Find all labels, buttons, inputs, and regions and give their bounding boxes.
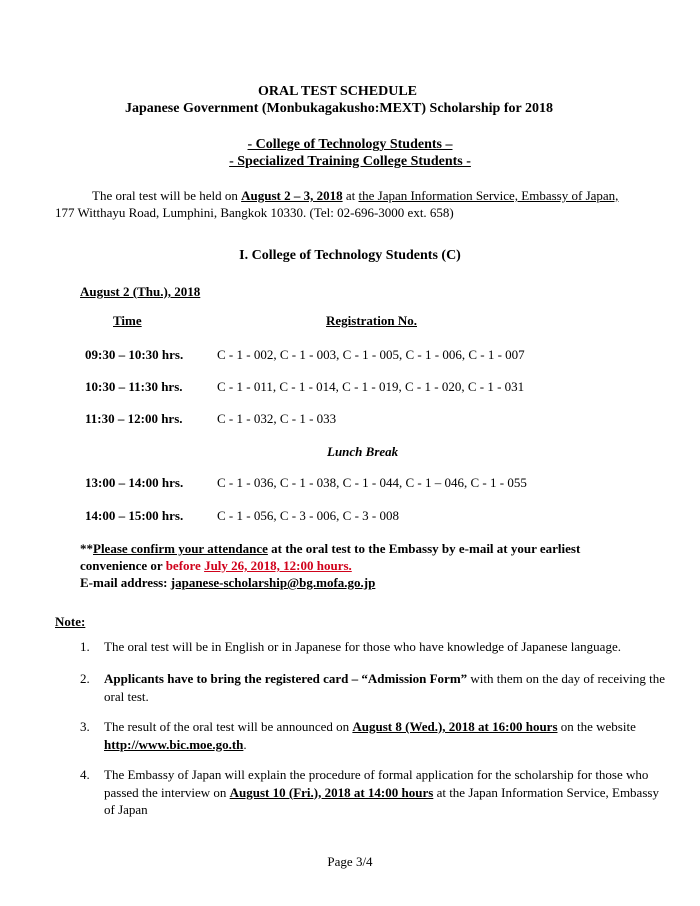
email-label: E-mail address: (80, 575, 171, 590)
note-number: 2. (80, 671, 90, 686)
note-item (80, 638, 670, 656)
schedule-row-time: 10:30 – 11:30 hrs. (85, 379, 183, 394)
note-text (104, 718, 670, 753)
confirm-stars: ** (80, 541, 93, 556)
note-text: The oral test will be in English or in Japanese for those who have knowledge of Japanese language. (104, 639, 621, 654)
note-4-text-b: at the Japan Information Service, Embassy of Japan (104, 784, 659, 818)
note-text (104, 670, 670, 705)
document-title: ORAL TEST SCHEDULE (258, 84, 417, 99)
note-item (80, 766, 670, 819)
schedule-row-registration: C - 1 - 002, C - 1 - 003, C - 1 - 005, C - 1 - 006, C - 1 - 007 (217, 347, 525, 362)
document-subtitle: Japanese Government (Monbukagakusho:MEXT) Scholarship for 2018 (125, 101, 553, 116)
schedule-row-registration: C - 1 - 011, C - 1 - 014, C - 1 - 019, C - 1 - 020, C - 1 - 031 (217, 379, 525, 394)
schedule-row-time: 14:00 – 15:00 hrs. (85, 508, 184, 523)
confirm-line-2 (80, 557, 352, 575)
schedule-row-registration: C - 1 - 032, C - 1 - 033 (217, 411, 337, 426)
confirm-attendance-text: Please confirm your attendance (93, 541, 268, 556)
note-2-rest: with them on the day of receiving the oral test. (104, 671, 665, 704)
schedule-row-time: 13:00 – 14:00 hrs. (85, 475, 184, 490)
notes-heading: Note: (55, 614, 86, 629)
confirm-rest: at the oral test to the Embassy by e-mail at your earliest (267, 541, 581, 556)
note-number: 3. (80, 719, 90, 734)
email-link[interactable]: japanese-scholarship@bg.mofa.go.jp (170, 575, 376, 590)
page-number: Page 3/4 (327, 854, 373, 869)
note-item (80, 718, 670, 753)
intro-text-at: at (342, 188, 359, 203)
note-4-date: August 10 (Fri.), 2018 at 14:00 hours (229, 784, 434, 800)
confirm-line-1 (80, 540, 580, 558)
deadline-date: July 26, 2018, 12:00 hours. (204, 558, 352, 573)
deadline-prefix: before (165, 558, 205, 573)
note-3-period: . (243, 736, 247, 752)
note-3-text: The result of the oral test will be announced on (104, 719, 353, 734)
schedule-row-registration: C - 1 - 056, C - 3 - 006, C - 3 - 008 (217, 508, 399, 523)
column-header-registration: Registration No. (326, 313, 417, 328)
note-4-text: The Embassy of Japan will explain the procedure of formal application for the scholarship for those who passed the interview on (104, 767, 649, 800)
intro-text: The oral test will be held on (92, 188, 242, 203)
schedule-row-time: 09:30 – 10:30 hrs. (85, 347, 184, 362)
intro-date: August 2 – 3, 2018 (241, 188, 343, 203)
note-2-bold: Applicants have to bring the registered card – “Admission Form” (104, 671, 468, 686)
website-link[interactable]: http://www.bic.moe.go.th (104, 736, 244, 752)
category-specialized-training: - Specialized Training College Students - (229, 154, 471, 169)
note-number: 1. (80, 639, 90, 654)
schedule-row-registration: C - 1 - 036, C - 1 - 038, C - 1 - 044, C - 1 – 046, C - 1 - 055 (217, 475, 527, 490)
intro-line-2: 177 Witthayu Road, Lumphini, Bangkok 10330. (Tel: 02-696-3000 ext. 658) (55, 205, 454, 220)
schedule-row-time: 11:30 – 12:00 hrs. (85, 411, 183, 426)
lunch-break-label: Lunch Break (327, 444, 399, 459)
note-3-date: August 8 (Wed.), 2018 at 16:00 hours (352, 719, 558, 734)
intro-venue: the Japan Information Service, Embassy of Japan, (358, 188, 619, 203)
confirm-convenience: convenience or (80, 558, 166, 573)
category-college-technology: - College of Technology Students – (247, 137, 453, 152)
note-number: 4. (80, 767, 90, 782)
intro-line-1 (92, 187, 618, 205)
email-line (80, 574, 375, 592)
section-heading: I. College of Technology Students (C) (239, 248, 461, 263)
schedule-day: August 2 (Thu.), 2018 (80, 284, 201, 299)
note-3-text-b: on the website (557, 719, 636, 734)
column-header-time: Time (113, 313, 142, 328)
note-item (80, 670, 670, 705)
note-text (104, 766, 670, 819)
